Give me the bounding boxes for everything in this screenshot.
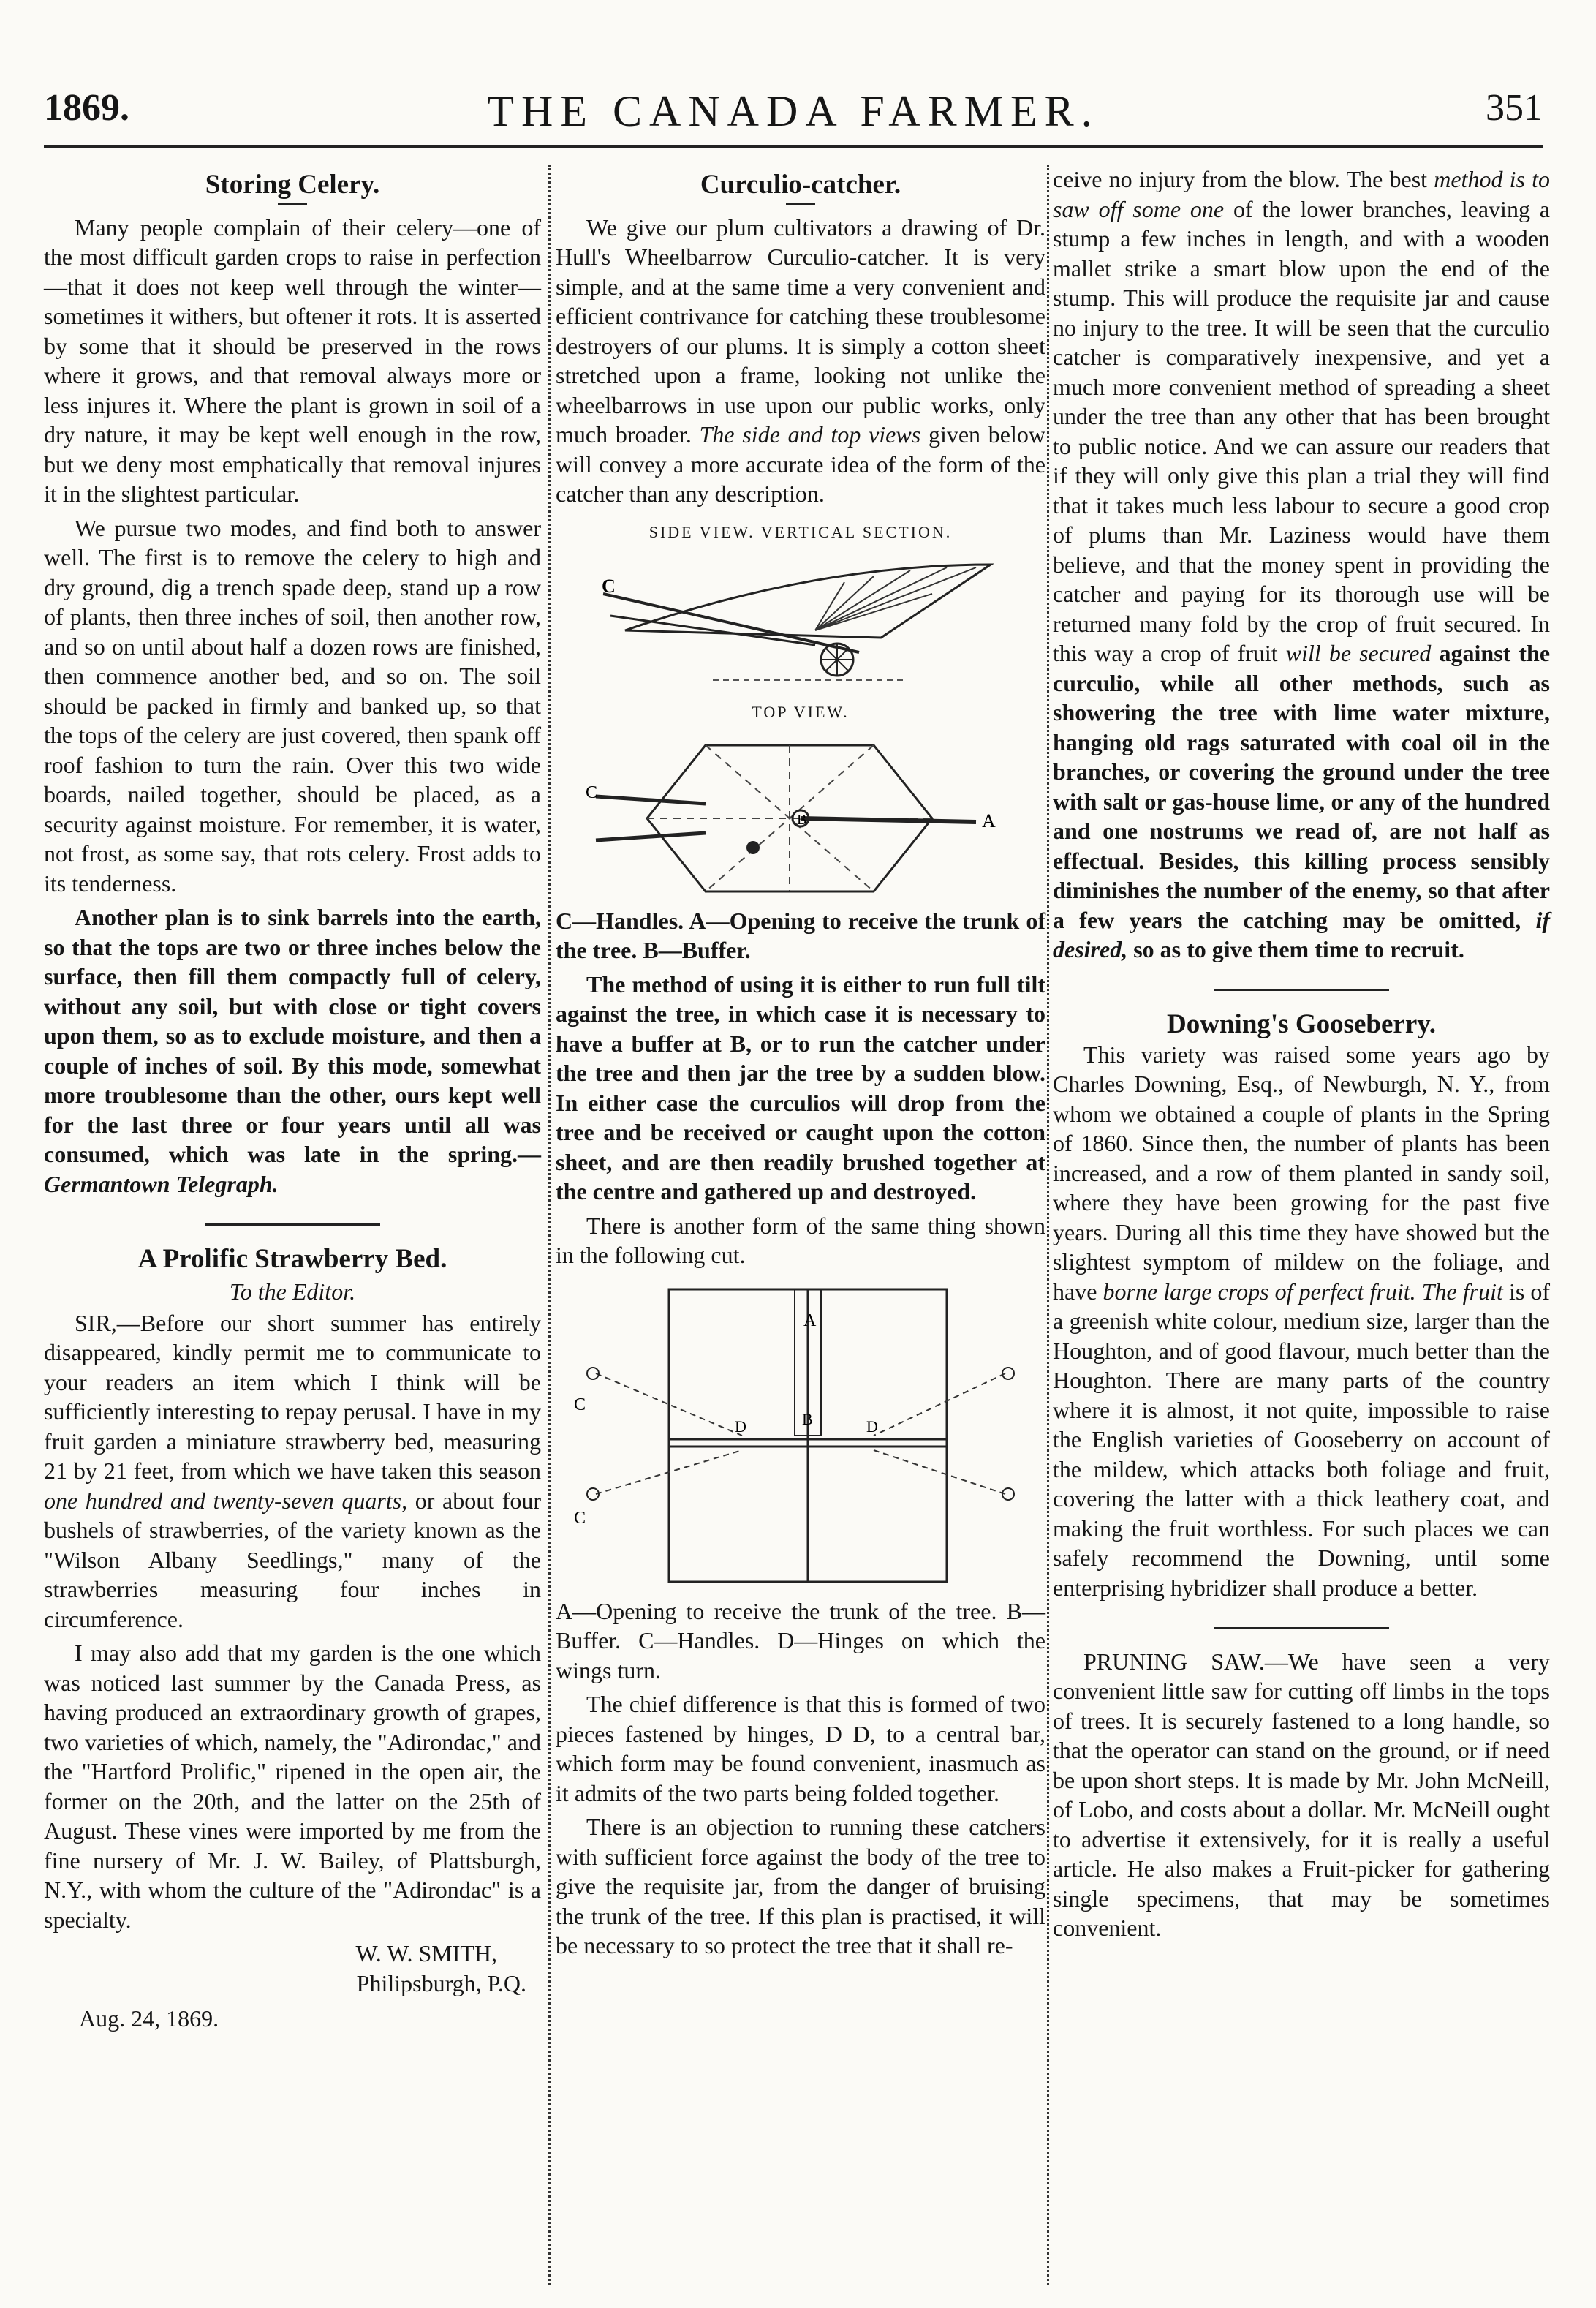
celery-paragraph-3 [44,902,541,1199]
header-rule [44,145,1543,151]
curculio-paragraph-5: There is an objection to running these catchers with sufficient force against the body of the tree to give the requisite jar, from the danger of bruising the trunk of the tree. If this plan is practised, it will be necessary to so protect the tree that it shall re- [556,1814,1045,1958]
fig3-handle-c-2: C [574,1508,586,1528]
handle-letter-c: C [602,576,616,597]
cont-em-1: method is to saw off some one [1053,166,1551,222]
figure-caption-1: C—Handles. A—Opening to receive the trunk of the tree. B—Buffer. [556,907,1045,963]
section-separator [1053,975,1550,1005]
letter-date: Aug. 24, 1869. [79,2005,219,2032]
pruning-saw-paragraph [1053,1647,1550,1943]
gooseberry-paragraph [1053,1040,1550,1603]
fig3-hinge-d-2: D [866,1417,878,1436]
cont-d: so as to give them time to recruit. [1127,936,1464,962]
curculio-p1-b: given below will convey a more accurate idea of the form of the catcher than any description. [556,421,1045,507]
cont-a: ceive no injury from the blow. The best [1053,166,1434,192]
figure-caption-2: A—Opening to receive the trunk of the tree. B—Buffer. C—Handles. D—Hinges on which the wings turn. [556,1597,1045,1683]
top-opening-a: A [982,810,996,831]
pruning-saw-text: —We have seen a very convenient little saw for cutting off limbs in the tops of trees. It is securely fastened to a long handle, so that the operator can stand on the ground, or if need be upon short steps. It is made by Mr. John McNeill, of Lobo, and costs about a dollar. Mr. McNeill ought to advertise it extensively, for it is really a useful article. He also makes a Fruit-picker for gathering single specimens, that may be sometimes convenient. [1053,1648,1551,1941]
gooseberry-b: is of a greenish white colour, medium size, larger than the Houghton, and of good flavour, much better than the Houghton. There are many parts of the country where it is almost, it not quite, impossible to raise the English varieties of Gooseberry on account of the mildew, which attacks both foliage and fruit, covering the latter with a thick leathery coat, and making the fruit worthless. For such places we can safely recommend the Downing, until some enterprising hybridizer shall produce a better. [1053,1278,1551,1601]
section-separator [44,1209,541,1239]
column-1 [44,165,541,2034]
title-rule [278,203,307,205]
strawberry-p1-a: SIR,—Before our short summer has entirely disappeared, kindly permit me to communicate to your readers an item which I think will be sufficiently interesting to repay perusal. I have in my fruit garden a miniature strawberry bed, measuring 21 by 21 feet, from which we have taken this season [44,1309,541,1484]
fig3-buffer-b: B [802,1409,813,1428]
curculio-paragraph-4: The chief difference is that this is formed of two pieces fastened by hinges, D D, to a central bar, which form may be found convenient, inasmuch as it admits of the two parts being folded together. [556,1691,1045,1806]
article-title-curculio-catcher: Curculio-catcher. [700,170,901,200]
fig3-opening-a: A [803,1310,817,1330]
masthead-title: THE CANADA FARMER. [487,87,1100,135]
strawberry-paragraph-2: I may also add that my garden is the one which was noticed last summer by the Canada Press, as having produced an extraordinary growth of grapes, two varieties of which, namely, the "Adirondac," and the "Hartford Prolific," ripened in the open air, the former on the 20th, and the latter on the 25th of August. These vines were imported by me from the fine nursery of Mr. J. W. Bailey, of Plattsburgh, N.Y., with whom the culture of the "Adirondac" is a specialty. [44,1640,541,1933]
strawberry-p1-b: or about four bushels of strawberries, of the variety known as the "Wilson Albany Seedlings," many of the strawberries measuring four inches in circumference. [44,1487,542,1632]
article-title-storing-celery: Storing Celery. [205,170,380,200]
fig3-hinge-d-1: D [735,1417,746,1436]
letter-place: Philipsburgh, P.Q. [356,1969,526,1996]
column-rule-2 [1047,165,1049,2285]
top-view-label: TOP VIEW. [752,703,850,721]
header-year: 1869. [44,87,129,129]
strawberry-paragraph-1 [44,1308,541,1634]
gooseberry-a: This variety was raised some years ago by Charles Downing, Esq., of Newburgh, N. Y., from whom we obtained a couple of plants in the Spring of 1860. Since then, the number of plants has been increased, and a row of them planted in sandy soil, where they have been growing for the past five years. During all this time they have showed but the slightest symptom of mildew on the foliage, and have [1053,1041,1550,1305]
cont-em-3: if desired, [1053,906,1550,962]
curculio-paragraph-1 [556,213,1045,509]
top-handle-c: C [586,782,598,802]
strawberry-p1-em: one hundred and twenty-seven quarts, [44,1487,408,1514]
curculio-paragraph-2: The method of using it is either to run full tilt against the tree, in which case it is necessary to have a buffer at B, or to run the catcher under the tree and then jar the tree by a sudden blow. In either case the curculios will drop from the tree and be received or caught upon the cotton sheet, and are then readily brushed together at the centre and gathered up and destroyed. [556,970,1045,1204]
to-the-editor: To the Editor. [229,1278,356,1305]
cont-b: of the lower branches, leaving a stump a few inches in length, and with a wooden mallet strike a smart blow upon the end of the stump. This will produce the requisite jar and cause no injury to the tree. It will be seen that the curculio catcher is comparatively inexpensive, and yet a much more convenient method of spreading a sheet under the tree than any other that has been brought to public notice. And we can assure our readers that if they will only give this plan a trial they will find that it takes much less labour to secure a good crop of plums than Mr. Laziness would have them believe, and that the money spent in providing the catcher and paying for its thorough use will be returned many fold by the crop of fruit secured. In this way a crop of fruit [1053,195,1550,666]
curculio-p1-a: We give our plum cultivators a drawing of Dr. Hull's Wheelbarrow Curculio-catcher. It is very simple, and at the same time a very convenient and efficient contrivance for catching these troublesome destroyers of our plums. It is simply a cotton sheet stretched upon a frame, looking not unlike the wheelbarrows in use upon our public works, only much broader. [556,214,1045,448]
celery-paragraph-3-text: Another plan is to sink barrels into the earth, so that the tops are two or three inches below the surface, then fill them compactly full of celery, without any soil, but with close or tight covers upon them, so as to exclude moisture, and then a couple of inches of soil. By this mode, somewhat more troublesome than the other, ours kept well for the last three or four years until all was consumed, which was late in the spring.— [44,904,541,1167]
celery-source: Germantown Telegraph. [44,1170,279,1197]
title-rule [786,203,815,205]
page-number: 351 [1486,87,1543,129]
curculio-p1-em: The side and top views [699,421,921,448]
section-separator [1053,1613,1550,1643]
side-view-label: SIDE VIEW. VERTICAL SECTION. [648,522,953,541]
side-view-illustration [596,550,1005,689]
cont-em-2: will be secured [1285,640,1432,666]
curculio-continued [1053,165,1550,965]
fig3-handle-c-1: C [574,1395,586,1414]
celery-paragraph-2: We pursue two modes, and find both to answer well. The first is to remove the celery to high and dry ground, dig a trench spade deep, stand up a row of plants, then three inches of soil, then another row, and so on until about half a dozen rows are finished, then commence another bed, and so on. The soil should be packed in firmly and banked up, so that the tops of the celery are just covered, then spank off roof fashion to turn the rain. Over this two wide boards, nailed together, should be placed, as a security against moisture. For remember, it is water, not frost, as some say, that rots celery. Frost adds to its tenderness. [44,514,541,897]
page-header [44,86,1543,145]
column-rule-1 [548,165,551,2285]
curculio-paragraph-3: There is another form of the same thing shown in the following cut. [556,1212,1045,1268]
column-2 [556,165,1045,1965]
top-buffer-b: B [797,811,807,828]
gooseberry-em: borne large crops of perfect fruit. The fruit [1103,1278,1503,1305]
letter-signature: W. W. SMITH, [355,1940,497,1966]
article-title-downings-gooseberry: Downing's Gooseberry. [1167,1009,1436,1039]
column-3 [1053,165,1550,1947]
pruning-saw-lead: PRUNING SAW. [1083,1648,1265,1675]
second-form-illustration [567,1275,1035,1596]
celery-paragraph-1: Many people complain of their celery—one of the most difficult garden crops to raise in perfection—that it does not keep well through the winter—sometimes it withers, but oftener it rots. It is asserted by some that it should be preserved in the rows where it grows, and that removal always more or less injures it. Where the plant is grown in soil of a dry nature, it may be kept well enough in the row, but we deny most emphatically that removal injures it in the slightest particular. [44,214,541,507]
article-title-strawberry-bed: A Prolific Strawberry Bed. [137,1243,447,1274]
cont-c: against the curculio, while all other methods, such as showering the tree with lime water mixture, hanging old rags saturated with coal oil in the branches, or covering the ground under the tree with salt or gas-house lime, or any of the hundred and one nostrums we read of, are not half as effectual. Besides, this killing process sensibly diminishes the number of the enemy, so that after a few years the catching may be omitted, [1053,640,1551,933]
top-view-illustration [581,731,1020,906]
